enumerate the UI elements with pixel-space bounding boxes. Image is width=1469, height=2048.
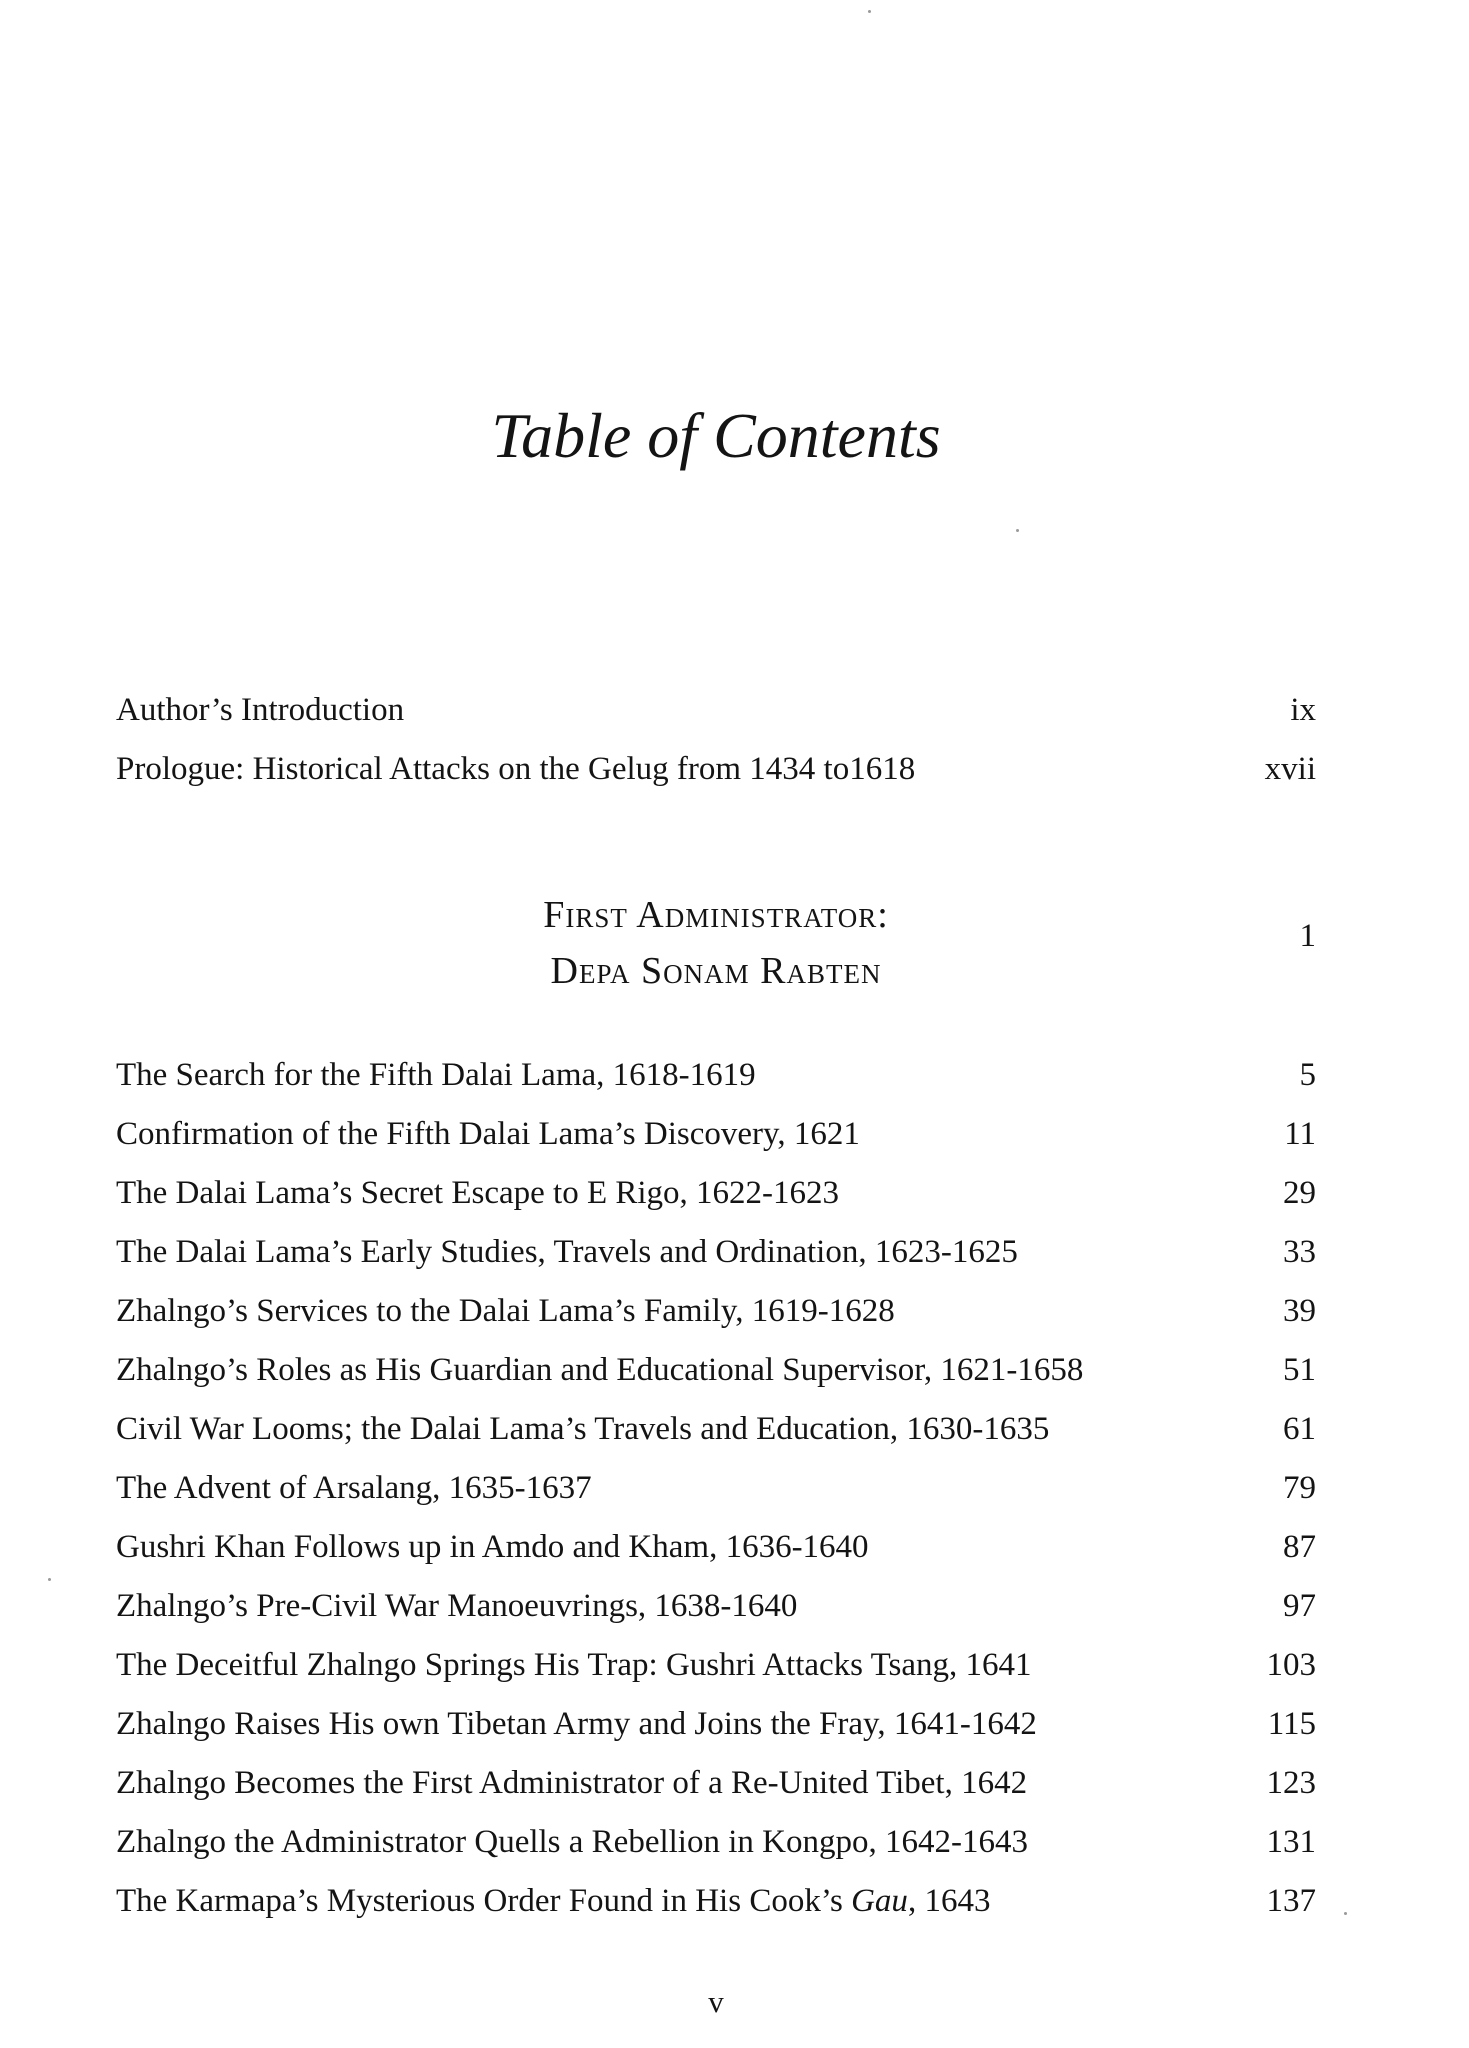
scan-speck [1016,529,1019,532]
toc-entry-page: 97 [1283,1588,1316,1624]
section-heading-line1: First Administrator: [543,894,889,936]
toc-entry-title: Zhalngo Raises His own Tibetan Army and Joins the Fray, 1641-1642 [116,1706,1037,1742]
toc-entry-page: 131 [1266,1824,1316,1860]
toc-entry-title: The Dalai Lama’s Early Studies, Travels and Ordination, 1623-1625 [116,1234,1018,1270]
toc-entry-page: 39 [1283,1293,1316,1329]
section-page-number: 1 [1299,918,1316,954]
toc-entry-title-suffix: , 1643 [907,1883,991,1919]
toc-entry-page: xvii [1264,751,1316,787]
toc-entry-title: The Search for the Fifth Dalai Lama, 1618-1619 [116,1057,756,1093]
toc-row-front-matter[interactable] [116,685,1316,735]
toc-entry-page: 137 [1266,1883,1316,1919]
toc-entry-page: 11 [1284,1116,1316,1152]
toc-row-front-matter[interactable] [116,744,1316,794]
toc-entry-title: The Advent of Arsalang, 1635-1637 [116,1470,592,1506]
toc-row-chapter[interactable] [116,1227,1316,1277]
toc-row-chapter[interactable] [116,1286,1316,1336]
toc-entry-page: 103 [1266,1647,1316,1683]
toc-row-chapter[interactable] [116,1109,1316,1159]
toc-row-chapter[interactable] [116,1876,1316,1926]
toc-entry-title-italic: Gau [851,1883,908,1919]
toc-entry-title: Zhalngo the Administrator Quells a Rebellion in Kongpo, 1642-1643 [116,1824,1028,1860]
toc-row-chapter[interactable] [116,1581,1316,1631]
toc-entry-title [116,1876,990,1926]
toc-row-chapter[interactable] [116,1522,1316,1572]
scan-speck [868,10,871,13]
toc-entry-title: Prologue: Historical Attacks on the Gelug from 1434 to1618 [116,751,916,787]
toc-row-chapter[interactable] [116,1640,1316,1690]
toc-entry-page: 61 [1283,1411,1316,1447]
toc-row-chapter[interactable] [116,1404,1316,1454]
scan-speck [1344,1912,1347,1915]
toc-entry-page: ix [1290,692,1316,728]
toc-entry-title: Zhalngo Becomes the First Administrator of a Re-United Tibet, 1642 [116,1765,1028,1801]
page-number-folio: v [708,1984,724,2019]
toc-row-chapter[interactable] [116,1817,1316,1867]
toc-entry-page: 87 [1283,1529,1316,1565]
toc-entry-title: Gushri Khan Follows up in Amdo and Kham, 1636-1640 [116,1529,869,1565]
toc-entry-page: 123 [1266,1765,1316,1801]
toc-entry-title: Zhalngo’s Pre-Civil War Manoeuvrings, 1638-1640 [116,1588,798,1624]
toc-entry-page: 5 [1299,1057,1316,1093]
toc-entry-page: 33 [1283,1234,1316,1270]
toc-entry-title: Zhalngo’s Roles as His Guardian and Educational Supervisor, 1621-1658 [116,1352,1084,1388]
toc-row-chapter[interactable] [116,1463,1316,1513]
toc-row-chapter[interactable] [116,1345,1316,1395]
toc-entry-page: 115 [1267,1706,1316,1742]
toc-entry-page: 29 [1283,1175,1316,1211]
section-heading-line2: Depa Sonam Rabten [550,950,882,992]
toc-entry-title: The Dalai Lama’s Secret Escape to E Rigo, 1622-1623 [116,1175,840,1211]
scan-speck [48,1578,51,1581]
toc-entry-page: 79 [1283,1470,1316,1506]
toc-row-chapter[interactable] [116,1168,1316,1218]
toc-entry-title: Author’s Introduction [116,692,405,728]
toc-entry-page: 51 [1283,1352,1316,1388]
toc-entry-title: Civil War Looms; the Dalai Lama’s Travels and Education, 1630-1635 [116,1411,1050,1447]
toc-entry-title-text: The Karmapa’s Mysterious Order Found in His Cook’s [116,1883,852,1919]
page-title: Table of Contents [491,400,941,471]
toc-row-chapter[interactable] [116,1050,1316,1100]
toc-entry-title: Zhalngo’s Services to the Dalai Lama’s Family, 1619-1628 [116,1293,895,1329]
toc-row-chapter[interactable] [116,1758,1316,1808]
toc-entry-title: The Deceitful Zhalngo Springs His Trap: Gushri Attacks Tsang, 1641 [116,1647,1032,1683]
toc-row-chapter[interactable] [116,1699,1316,1749]
toc-entry-title: Confirmation of the Fifth Dalai Lama’s Discovery, 1621 [116,1116,860,1152]
